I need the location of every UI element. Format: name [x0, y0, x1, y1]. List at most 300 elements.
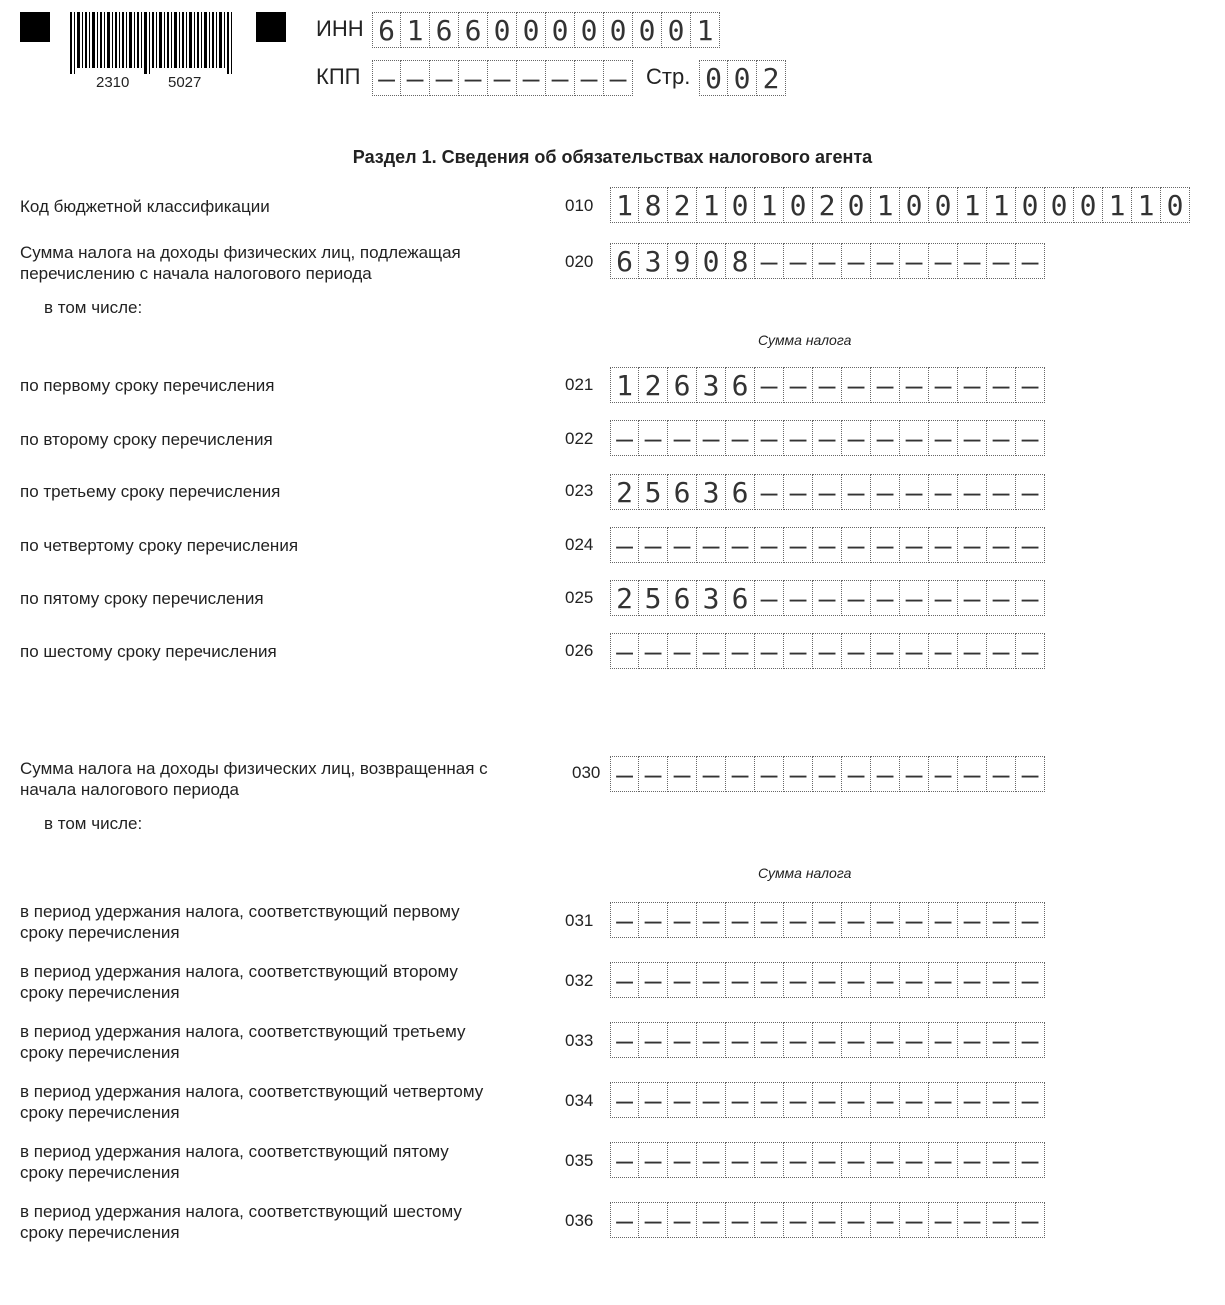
- row-label-034: [20, 1081, 483, 1123]
- digit-cell[interactable]: –: [755, 580, 784, 616]
- digit-cell[interactable]: –: [987, 1202, 1016, 1238]
- digit-cell[interactable]: –: [842, 367, 871, 403]
- digit-cell[interactable]: –: [958, 1082, 987, 1118]
- digit-cell[interactable]: –: [958, 902, 987, 938]
- digit-cell[interactable]: 6: [726, 474, 755, 510]
- digit-cell[interactable]: –: [784, 580, 813, 616]
- digit-cell[interactable]: –: [697, 902, 726, 938]
- digit-cell[interactable]: –: [842, 633, 871, 669]
- digit-cell[interactable]: –: [813, 756, 842, 792]
- row-label-022: [20, 429, 273, 450]
- digit-cell[interactable]: –: [900, 756, 929, 792]
- digit-cell[interactable]: –: [871, 1082, 900, 1118]
- digit-cell[interactable]: –: [871, 1202, 900, 1238]
- digit-cell[interactable]: –: [987, 1142, 1016, 1178]
- digit-cell[interactable]: 0: [728, 60, 757, 96]
- digit-cell[interactable]: –: [900, 1082, 929, 1118]
- digit-cell[interactable]: –: [610, 902, 639, 938]
- digit-cell[interactable]: –: [726, 1142, 755, 1178]
- digit-cell[interactable]: 6: [726, 580, 755, 616]
- row-label-020: [20, 242, 461, 284]
- digit-cell[interactable]: –: [1016, 756, 1045, 792]
- row-label-line: Сумма налога на доходы физических лиц, подлежащая: [20, 243, 461, 262]
- digit-cell[interactable]: –: [639, 756, 668, 792]
- row-label-025: [20, 588, 264, 609]
- digit-cell[interactable]: 1: [1103, 187, 1132, 223]
- digit-cell[interactable]: –: [610, 1022, 639, 1058]
- digit-cell[interactable]: –: [697, 1022, 726, 1058]
- digit-cell[interactable]: –: [784, 1202, 813, 1238]
- digit-cell[interactable]: –: [958, 1202, 987, 1238]
- digit-cell[interactable]: –: [1016, 420, 1045, 456]
- digit-cell[interactable]: –: [755, 1142, 784, 1178]
- digit-cell[interactable]: –: [987, 1082, 1016, 1118]
- digit-cell[interactable]: 2: [757, 60, 786, 96]
- digit-cell[interactable]: –: [900, 474, 929, 510]
- digit-cell[interactable]: –: [639, 1082, 668, 1118]
- digit-cell[interactable]: –: [813, 420, 842, 456]
- digit-cell[interactable]: 6: [668, 367, 697, 403]
- digit-cell[interactable]: –: [813, 367, 842, 403]
- row-label-023: [20, 481, 280, 502]
- row-field-025[interactable]: [610, 580, 1045, 616]
- digit-cell[interactable]: 0: [662, 12, 691, 48]
- digit-cell[interactable]: –: [871, 962, 900, 998]
- digit-cell[interactable]: 0: [575, 12, 604, 48]
- digit-cell[interactable]: –: [929, 474, 958, 510]
- digit-cell[interactable]: –: [871, 1142, 900, 1178]
- digit-cell[interactable]: –: [987, 962, 1016, 998]
- digit-cell[interactable]: –: [958, 243, 987, 279]
- digit-cell[interactable]: –: [639, 633, 668, 669]
- row-field-026[interactable]: [610, 633, 1045, 669]
- row-code-031: 031: [565, 911, 594, 930]
- digit-cell[interactable]: –: [900, 902, 929, 938]
- row-label-036: [20, 1201, 462, 1243]
- digit-cell[interactable]: 1: [755, 187, 784, 223]
- digit-cell[interactable]: 0: [900, 187, 929, 223]
- digit-cell[interactable]: 9: [668, 243, 697, 279]
- digit-cell[interactable]: –: [1016, 1142, 1045, 1178]
- digit-cell[interactable]: –: [958, 527, 987, 563]
- digit-cell[interactable]: –: [929, 756, 958, 792]
- digit-cell[interactable]: –: [726, 756, 755, 792]
- digit-cell[interactable]: –: [900, 527, 929, 563]
- digit-cell[interactable]: –: [755, 633, 784, 669]
- digit-cell[interactable]: –: [668, 527, 697, 563]
- digit-cell[interactable]: –: [813, 580, 842, 616]
- digit-cell[interactable]: –: [958, 474, 987, 510]
- row-code-030: 030: [572, 763, 601, 782]
- digit-cell[interactable]: 0: [488, 12, 517, 48]
- digit-cell[interactable]: –: [1016, 902, 1045, 938]
- digit-cell[interactable]: –: [842, 902, 871, 938]
- digit-cell[interactable]: –: [755, 1202, 784, 1238]
- digit-cell[interactable]: –: [755, 367, 784, 403]
- digit-cell[interactable]: 1: [610, 187, 639, 223]
- digit-cell[interactable]: –: [842, 1142, 871, 1178]
- digit-cell[interactable]: –: [813, 962, 842, 998]
- digit-cell[interactable]: 1: [1132, 187, 1161, 223]
- digit-cell[interactable]: 2: [639, 367, 668, 403]
- digit-cell[interactable]: 6: [430, 12, 459, 48]
- digit-cell[interactable]: –: [755, 474, 784, 510]
- digit-cell[interactable]: –: [517, 60, 546, 96]
- inn-field[interactable]: [372, 12, 720, 48]
- digit-cell[interactable]: –: [639, 527, 668, 563]
- digit-cell[interactable]: –: [459, 60, 488, 96]
- digit-cell[interactable]: –: [668, 1082, 697, 1118]
- digit-cell[interactable]: –: [958, 633, 987, 669]
- row-code-025: 025: [565, 588, 594, 607]
- digit-cell[interactable]: –: [842, 527, 871, 563]
- digit-cell[interactable]: 0: [842, 187, 871, 223]
- digit-cell[interactable]: –: [929, 580, 958, 616]
- digit-cell[interactable]: –: [813, 527, 842, 563]
- digit-cell[interactable]: –: [958, 420, 987, 456]
- row-field-032[interactable]: [610, 962, 1045, 998]
- digit-cell[interactable]: –: [871, 1022, 900, 1058]
- digit-cell[interactable]: 0: [726, 187, 755, 223]
- digit-cell[interactable]: 1: [987, 187, 1016, 223]
- digit-cell[interactable]: –: [697, 633, 726, 669]
- digit-cell[interactable]: –: [987, 633, 1016, 669]
- row-label-line: в период удержания налога, соответствующий четвертому: [20, 1082, 484, 1101]
- digit-cell[interactable]: –: [604, 60, 633, 96]
- digit-cell[interactable]: 5: [639, 474, 668, 510]
- digit-cell[interactable]: –: [726, 962, 755, 998]
- digit-cell[interactable]: 2: [610, 474, 639, 510]
- row-field-035[interactable]: [610, 1142, 1045, 1178]
- digit-cell[interactable]: –: [987, 580, 1016, 616]
- digit-cell[interactable]: –: [871, 527, 900, 563]
- digit-cell[interactable]: 1: [401, 12, 430, 48]
- digit-cell[interactable]: –: [726, 420, 755, 456]
- digit-cell[interactable]: –: [430, 60, 459, 96]
- digit-cell[interactable]: –: [958, 962, 987, 998]
- digit-cell[interactable]: 0: [546, 12, 575, 48]
- digit-cell[interactable]: –: [900, 962, 929, 998]
- digit-cell[interactable]: –: [755, 243, 784, 279]
- digit-cell[interactable]: –: [929, 962, 958, 998]
- digit-cell[interactable]: –: [929, 1082, 958, 1118]
- digit-cell[interactable]: –: [610, 962, 639, 998]
- kpp-label: КПП: [316, 64, 361, 89]
- digit-cell[interactable]: 0: [633, 12, 662, 48]
- row-field-033[interactable]: [610, 1022, 1045, 1058]
- digit-cell[interactable]: 8: [726, 243, 755, 279]
- digit-cell[interactable]: –: [842, 756, 871, 792]
- row-field-031[interactable]: [610, 902, 1045, 938]
- row-code-036: 036: [565, 1211, 594, 1230]
- digit-cell[interactable]: –: [697, 527, 726, 563]
- digit-cell[interactable]: –: [929, 1142, 958, 1178]
- digit-cell[interactable]: 3: [697, 474, 726, 510]
- digit-cell[interactable]: –: [610, 633, 639, 669]
- digit-cell[interactable]: –: [697, 1142, 726, 1178]
- digit-cell[interactable]: 6: [668, 474, 697, 510]
- digit-cell[interactable]: –: [755, 1082, 784, 1118]
- digit-cell[interactable]: –: [697, 1202, 726, 1238]
- digit-cell[interactable]: –: [784, 633, 813, 669]
- digit-cell[interactable]: –: [784, 527, 813, 563]
- digit-cell[interactable]: 0: [784, 187, 813, 223]
- digit-cell[interactable]: –: [813, 1022, 842, 1058]
- digit-cell[interactable]: 0: [697, 243, 726, 279]
- row-field-023[interactable]: [610, 474, 1045, 510]
- digit-cell[interactable]: 6: [372, 12, 401, 48]
- digit-cell[interactable]: –: [668, 962, 697, 998]
- digit-cell[interactable]: –: [929, 1022, 958, 1058]
- digit-cell[interactable]: –: [987, 1022, 1016, 1058]
- digit-cell[interactable]: –: [755, 420, 784, 456]
- digit-cell[interactable]: –: [987, 756, 1016, 792]
- digit-cell[interactable]: –: [871, 474, 900, 510]
- digit-cell[interactable]: –: [697, 420, 726, 456]
- row-field-022[interactable]: [610, 420, 1045, 456]
- digit-cell[interactable]: –: [726, 902, 755, 938]
- section-title: Раздел 1. Сведения об обязательствах налогового агента: [352, 147, 873, 167]
- digit-cell[interactable]: –: [842, 420, 871, 456]
- barcode-number-left: 2310: [96, 74, 130, 91]
- digit-cell[interactable]: –: [784, 474, 813, 510]
- digit-cell[interactable]: –: [697, 1082, 726, 1118]
- digit-cell[interactable]: 0: [517, 12, 546, 48]
- row-code-021: 021: [565, 375, 594, 394]
- digit-cell[interactable]: –: [813, 1082, 842, 1118]
- digit-cell[interactable]: –: [755, 902, 784, 938]
- digit-cell[interactable]: –: [610, 1142, 639, 1178]
- digit-cell[interactable]: –: [900, 1022, 929, 1058]
- tax-sum-caption-2: Сумма налога: [758, 865, 852, 881]
- digit-cell[interactable]: 2: [610, 580, 639, 616]
- digit-cell[interactable]: –: [900, 367, 929, 403]
- digit-cell[interactable]: –: [575, 60, 604, 96]
- row-label-024: [20, 535, 298, 556]
- digit-cell[interactable]: –: [842, 474, 871, 510]
- digit-cell[interactable]: –: [813, 1202, 842, 1238]
- digit-cell[interactable]: –: [929, 243, 958, 279]
- row-label-line: по второму сроку перечисления: [20, 430, 273, 449]
- digit-cell[interactable]: –: [1016, 243, 1045, 279]
- digit-cell[interactable]: –: [842, 1022, 871, 1058]
- digit-cell[interactable]: 0: [1161, 187, 1190, 223]
- digit-cell[interactable]: –: [610, 756, 639, 792]
- digit-cell[interactable]: 0: [699, 60, 728, 96]
- digit-cell[interactable]: 1: [958, 187, 987, 223]
- digit-cell[interactable]: –: [726, 1202, 755, 1238]
- digit-cell[interactable]: –: [639, 962, 668, 998]
- digit-cell[interactable]: –: [987, 420, 1016, 456]
- digit-cell[interactable]: –: [813, 633, 842, 669]
- digit-cell[interactable]: –: [871, 420, 900, 456]
- digit-cell[interactable]: –: [784, 902, 813, 938]
- row-label-line: по третьему сроку перечисления: [20, 482, 281, 501]
- digit-cell[interactable]: –: [546, 60, 575, 96]
- digit-cell[interactable]: –: [639, 902, 668, 938]
- digit-cell[interactable]: –: [1016, 367, 1045, 403]
- digit-cell[interactable]: –: [726, 1082, 755, 1118]
- digit-cell[interactable]: –: [958, 1022, 987, 1058]
- digit-cell[interactable]: –: [842, 1082, 871, 1118]
- digit-cell[interactable]: –: [372, 60, 401, 96]
- digit-cell[interactable]: –: [813, 1142, 842, 1178]
- row-field-036[interactable]: [610, 1202, 1045, 1238]
- digit-cell[interactable]: –: [697, 756, 726, 792]
- digit-cell[interactable]: –: [871, 367, 900, 403]
- digit-cell[interactable]: –: [842, 243, 871, 279]
- digit-cell[interactable]: 1: [871, 187, 900, 223]
- digit-cell[interactable]: 5: [639, 580, 668, 616]
- digit-cell[interactable]: –: [668, 902, 697, 938]
- digit-cell[interactable]: –: [900, 243, 929, 279]
- row-field-024[interactable]: [610, 527, 1045, 563]
- digit-cell[interactable]: –: [929, 902, 958, 938]
- digit-cell[interactable]: –: [1016, 474, 1045, 510]
- digit-cell[interactable]: 1: [610, 367, 639, 403]
- digit-cell[interactable]: –: [639, 420, 668, 456]
- digit-cell[interactable]: 6: [610, 243, 639, 279]
- row-field-030[interactable]: [610, 756, 1045, 792]
- digit-cell[interactable]: –: [900, 1202, 929, 1238]
- digit-cell[interactable]: –: [900, 420, 929, 456]
- digit-cell[interactable]: –: [668, 1202, 697, 1238]
- digit-cell[interactable]: –: [871, 243, 900, 279]
- row-field-010[interactable]: [610, 187, 1190, 223]
- digit-cell[interactable]: –: [755, 527, 784, 563]
- digit-cell[interactable]: –: [929, 420, 958, 456]
- digit-cell[interactable]: –: [842, 580, 871, 616]
- digit-cell[interactable]: 0: [929, 187, 958, 223]
- digit-cell[interactable]: –: [639, 1202, 668, 1238]
- digit-cell[interactable]: –: [929, 527, 958, 563]
- digit-cell[interactable]: –: [668, 420, 697, 456]
- digit-cell[interactable]: –: [842, 962, 871, 998]
- inn-label: ИНН: [316, 16, 364, 41]
- row-code-034: 034: [565, 1091, 594, 1110]
- digit-cell[interactable]: –: [610, 420, 639, 456]
- digit-cell[interactable]: –: [668, 1142, 697, 1178]
- digit-cell[interactable]: 0: [1045, 187, 1074, 223]
- digit-cell[interactable]: 0: [1074, 187, 1103, 223]
- kpp-field[interactable]: [372, 60, 633, 96]
- digit-cell[interactable]: 1: [697, 187, 726, 223]
- barcode-icon: [70, 12, 232, 74]
- digit-cell[interactable]: –: [929, 633, 958, 669]
- row-label-021: [20, 375, 274, 396]
- digit-cell[interactable]: 3: [639, 243, 668, 279]
- digit-cell[interactable]: –: [784, 420, 813, 456]
- digit-cell[interactable]: –: [1016, 1022, 1045, 1058]
- digit-cell[interactable]: –: [987, 367, 1016, 403]
- digit-cell[interactable]: –: [784, 1082, 813, 1118]
- digit-cell[interactable]: –: [639, 1022, 668, 1058]
- digit-cell[interactable]: –: [987, 527, 1016, 563]
- digit-cell[interactable]: –: [784, 962, 813, 998]
- row-label-line: сроку перечисления: [20, 1043, 180, 1062]
- digit-cell[interactable]: –: [958, 367, 987, 403]
- digit-cell[interactable]: –: [784, 243, 813, 279]
- digit-cell[interactable]: –: [987, 902, 1016, 938]
- digit-cell[interactable]: –: [610, 1082, 639, 1118]
- digit-cell[interactable]: –: [958, 580, 987, 616]
- digit-cell[interactable]: –: [726, 633, 755, 669]
- digit-cell[interactable]: 2: [668, 187, 697, 223]
- digit-cell[interactable]: –: [697, 962, 726, 998]
- digit-cell[interactable]: 1: [691, 12, 720, 48]
- digit-cell[interactable]: 6: [459, 12, 488, 48]
- digit-cell[interactable]: –: [958, 756, 987, 792]
- digit-cell[interactable]: –: [987, 243, 1016, 279]
- row-label-line: сроку перечисления: [20, 923, 180, 942]
- digit-cell[interactable]: 2: [813, 187, 842, 223]
- digit-cell[interactable]: –: [900, 580, 929, 616]
- digit-cell[interactable]: –: [668, 633, 697, 669]
- digit-cell[interactable]: –: [726, 1022, 755, 1058]
- digit-cell[interactable]: –: [488, 60, 517, 96]
- digit-cell[interactable]: –: [900, 633, 929, 669]
- digit-cell[interactable]: 0: [1016, 187, 1045, 223]
- page-number-field[interactable]: [699, 60, 786, 96]
- digit-cell[interactable]: –: [813, 902, 842, 938]
- digit-cell[interactable]: 0: [604, 12, 633, 48]
- digit-cell[interactable]: –: [668, 1022, 697, 1058]
- digit-cell[interactable]: –: [1016, 1082, 1045, 1118]
- row-field-034[interactable]: [610, 1082, 1045, 1118]
- digit-cell[interactable]: 6: [726, 367, 755, 403]
- digit-cell[interactable]: –: [784, 1142, 813, 1178]
- digit-cell[interactable]: –: [1016, 962, 1045, 998]
- digit-cell[interactable]: –: [755, 756, 784, 792]
- row-field-021[interactable]: [610, 367, 1045, 403]
- digit-cell[interactable]: –: [755, 1022, 784, 1058]
- digit-cell[interactable]: –: [987, 474, 1016, 510]
- digit-cell[interactable]: –: [871, 902, 900, 938]
- digit-cell[interactable]: –: [784, 756, 813, 792]
- digit-cell[interactable]: –: [610, 1202, 639, 1238]
- digit-cell[interactable]: –: [1016, 527, 1045, 563]
- digit-cell[interactable]: –: [726, 527, 755, 563]
- digit-cell[interactable]: –: [784, 367, 813, 403]
- digit-cell[interactable]: 3: [697, 580, 726, 616]
- row-label-line: по пятому сроку перечисления: [20, 589, 264, 608]
- digit-cell[interactable]: –: [1016, 580, 1045, 616]
- digit-cell[interactable]: –: [871, 756, 900, 792]
- digit-cell[interactable]: –: [1016, 633, 1045, 669]
- digit-cell[interactable]: –: [929, 367, 958, 403]
- digit-cell[interactable]: –: [1016, 1202, 1045, 1238]
- digit-cell[interactable]: –: [401, 60, 430, 96]
- digit-cell[interactable]: –: [958, 1142, 987, 1178]
- digit-cell[interactable]: 3: [697, 367, 726, 403]
- digit-cell[interactable]: 6: [668, 580, 697, 616]
- digit-cell[interactable]: –: [610, 527, 639, 563]
- digit-cell[interactable]: –: [639, 1142, 668, 1178]
- digit-cell[interactable]: 8: [639, 187, 668, 223]
- digit-cell[interactable]: –: [784, 1022, 813, 1058]
- tax-sum-caption-1: Сумма налога: [758, 332, 852, 348]
- digit-cell[interactable]: –: [813, 243, 842, 279]
- row-field-020[interactable]: [610, 243, 1045, 279]
- digit-cell[interactable]: –: [871, 633, 900, 669]
- digit-cell[interactable]: –: [871, 580, 900, 616]
- digit-cell[interactable]: –: [755, 962, 784, 998]
- digit-cell[interactable]: –: [842, 1202, 871, 1238]
- digit-cell[interactable]: –: [813, 474, 842, 510]
- digit-cell[interactable]: –: [929, 1202, 958, 1238]
- digit-cell[interactable]: –: [900, 1142, 929, 1178]
- digit-cell[interactable]: –: [668, 756, 697, 792]
